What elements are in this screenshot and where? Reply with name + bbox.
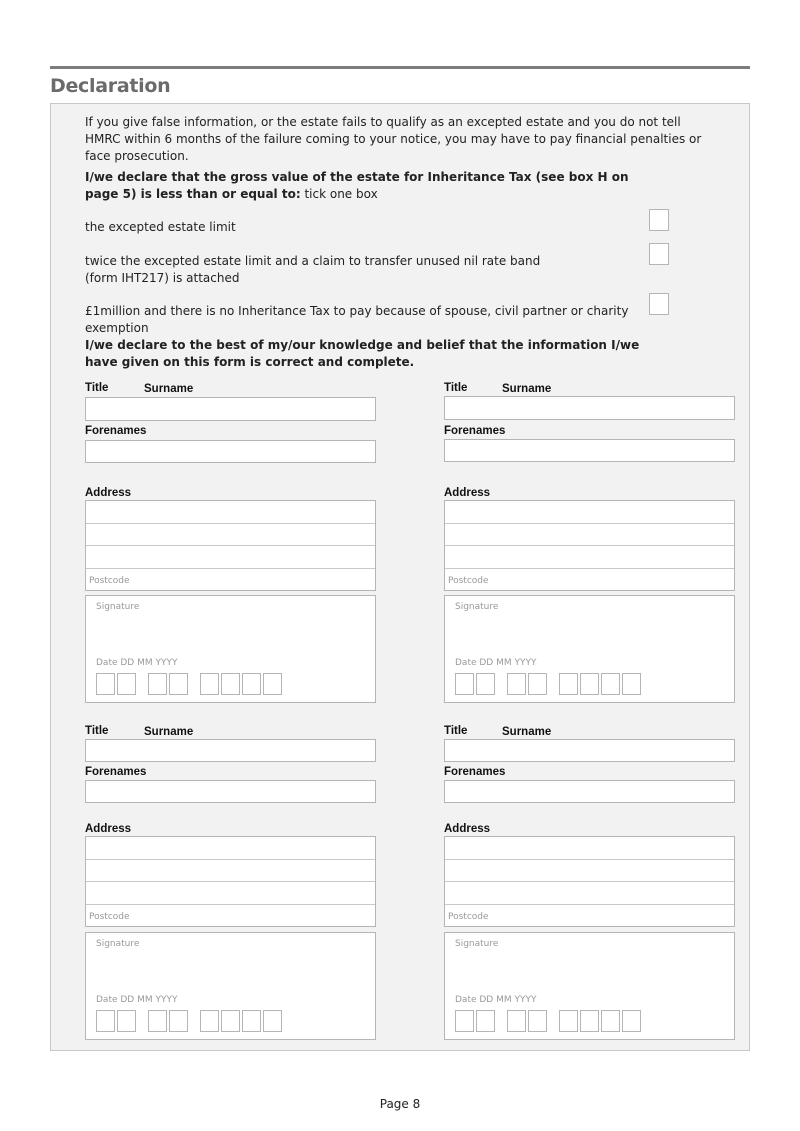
date-month-box[interactable] (507, 673, 526, 695)
date-year-box[interactable] (200, 1010, 219, 1032)
date-year-box[interactable] (263, 1010, 282, 1032)
gross-value-instruction: tick one box (300, 187, 378, 201)
address-label: Address (85, 487, 132, 499)
date-year-box[interactable] (263, 673, 282, 695)
title-label: Title (85, 382, 109, 394)
date-label: Date DD MM YYYY (455, 995, 537, 1005)
date-day-box[interactable] (455, 1010, 474, 1032)
address-line-divider (86, 881, 375, 882)
warning-text: If you give false information, or the estate fails to qualify as an excepted estate and you do not tell HMRC within 6 months of the failure coming to your notice, you may have to pay financial penalties or face prosecution. (85, 115, 702, 163)
date-year-box[interactable] (242, 673, 261, 695)
date-year-box[interactable] (221, 1010, 240, 1032)
date-year-box[interactable] (601, 1010, 620, 1032)
address-line-divider (445, 881, 734, 882)
option-checkbox-3[interactable] (649, 293, 669, 315)
address-line-divider (445, 859, 734, 860)
page-number: Page 8 (379, 1097, 421, 1111)
date-year-box[interactable] (601, 673, 620, 695)
option-checkbox-2[interactable] (649, 243, 669, 265)
date-day-box[interactable] (96, 1010, 115, 1032)
title-label: Title (444, 382, 468, 394)
date-month-box[interactable] (169, 673, 188, 695)
forenames-field[interactable] (444, 780, 735, 803)
date-day-box[interactable] (476, 1010, 495, 1032)
date-day-box[interactable] (117, 1010, 136, 1032)
surname-label: Surname (144, 726, 194, 738)
surname-label: Surname (502, 726, 552, 738)
date-year-box[interactable] (580, 1010, 599, 1032)
address-line-divider (86, 859, 375, 860)
address-line-divider (445, 568, 734, 569)
date-year-box[interactable] (622, 1010, 641, 1032)
date-month-box[interactable] (507, 1010, 526, 1032)
title-label: Title (85, 725, 109, 737)
address-label: Address (444, 487, 491, 499)
address-label: Address (444, 823, 491, 835)
gross-value-statement (85, 169, 645, 203)
postcode-label: Postcode (448, 576, 489, 586)
date-month-box[interactable] (169, 1010, 188, 1032)
date-year-box[interactable] (580, 673, 599, 695)
date-year-box[interactable] (221, 673, 240, 695)
date-year-box[interactable] (200, 673, 219, 695)
date-label: Date DD MM YYYY (455, 658, 537, 668)
forenames-label: Forenames (444, 425, 506, 437)
date-day-box[interactable] (455, 673, 474, 695)
address-line-divider (86, 523, 375, 524)
top-rule (50, 66, 750, 69)
signature-label: Signature (96, 602, 140, 612)
address-field[interactable] (444, 500, 735, 591)
forenames-label: Forenames (85, 425, 147, 437)
address-field[interactable] (85, 836, 376, 927)
title-surname-field[interactable] (85, 739, 376, 762)
date-year-box[interactable] (242, 1010, 261, 1032)
address-line-divider (86, 904, 375, 905)
address-label: Address (85, 823, 132, 835)
signature-box[interactable] (85, 932, 376, 1040)
forenames-field[interactable] (444, 439, 735, 462)
date-day-box[interactable] (117, 673, 136, 695)
forenames-field[interactable] (85, 780, 376, 803)
address-line-divider (445, 904, 734, 905)
knowledge-statement: I/we declare to the best of my/our knowledge and belief that the information I/we have given on this form is correct and complete. (85, 338, 640, 369)
address-field[interactable] (85, 500, 376, 591)
surname-label: Surname (144, 383, 194, 395)
postcode-label: Postcode (89, 912, 130, 922)
forenames-field[interactable] (85, 440, 376, 463)
date-month-box[interactable] (528, 1010, 547, 1032)
address-line-divider (86, 545, 375, 546)
section-title: Declaration (50, 75, 171, 97)
date-month-box[interactable] (528, 673, 547, 695)
signature-box[interactable] (85, 595, 376, 703)
forenames-label: Forenames (444, 766, 506, 778)
forenames-label: Forenames (85, 766, 147, 778)
date-label: Date DD MM YYYY (96, 658, 178, 668)
address-field[interactable] (444, 836, 735, 927)
title-surname-field[interactable] (85, 397, 376, 421)
date-month-box[interactable] (148, 673, 167, 695)
title-label: Title (444, 725, 468, 737)
title-surname-field[interactable] (444, 739, 735, 762)
date-year-box[interactable] (559, 1010, 578, 1032)
title-surname-field[interactable] (444, 396, 735, 420)
option-label-1: the excepted estate limit (85, 220, 236, 234)
date-day-box[interactable] (96, 673, 115, 695)
signature-box[interactable] (444, 595, 735, 703)
surname-label: Surname (502, 383, 552, 395)
option-checkbox-1[interactable] (649, 209, 669, 231)
date-day-box[interactable] (476, 673, 495, 695)
signature-box[interactable] (444, 932, 735, 1040)
postcode-label: Postcode (448, 912, 489, 922)
date-label: Date DD MM YYYY (96, 995, 178, 1005)
date-month-box[interactable] (148, 1010, 167, 1032)
date-year-box[interactable] (559, 673, 578, 695)
signature-label: Signature (455, 939, 499, 949)
address-line-divider (86, 568, 375, 569)
postcode-label: Postcode (89, 576, 130, 586)
signature-label: Signature (455, 602, 499, 612)
gross-value-statement-bold: I/we declare that the gross value of the estate for Inheritance Tax (see box H on page 5) is less than or equal to: (85, 170, 629, 201)
date-year-box[interactable] (622, 673, 641, 695)
address-line-divider (445, 523, 734, 524)
address-line-divider (445, 545, 734, 546)
option-label-3: £1million and there is no Inheritance Tax to pay because of spouse, civil partner or charity exemption (85, 304, 629, 335)
signature-label: Signature (96, 939, 140, 949)
option-label-2: twice the excepted estate limit and a claim to transfer unused nil rate band (form IHT217) is attached (85, 254, 541, 285)
